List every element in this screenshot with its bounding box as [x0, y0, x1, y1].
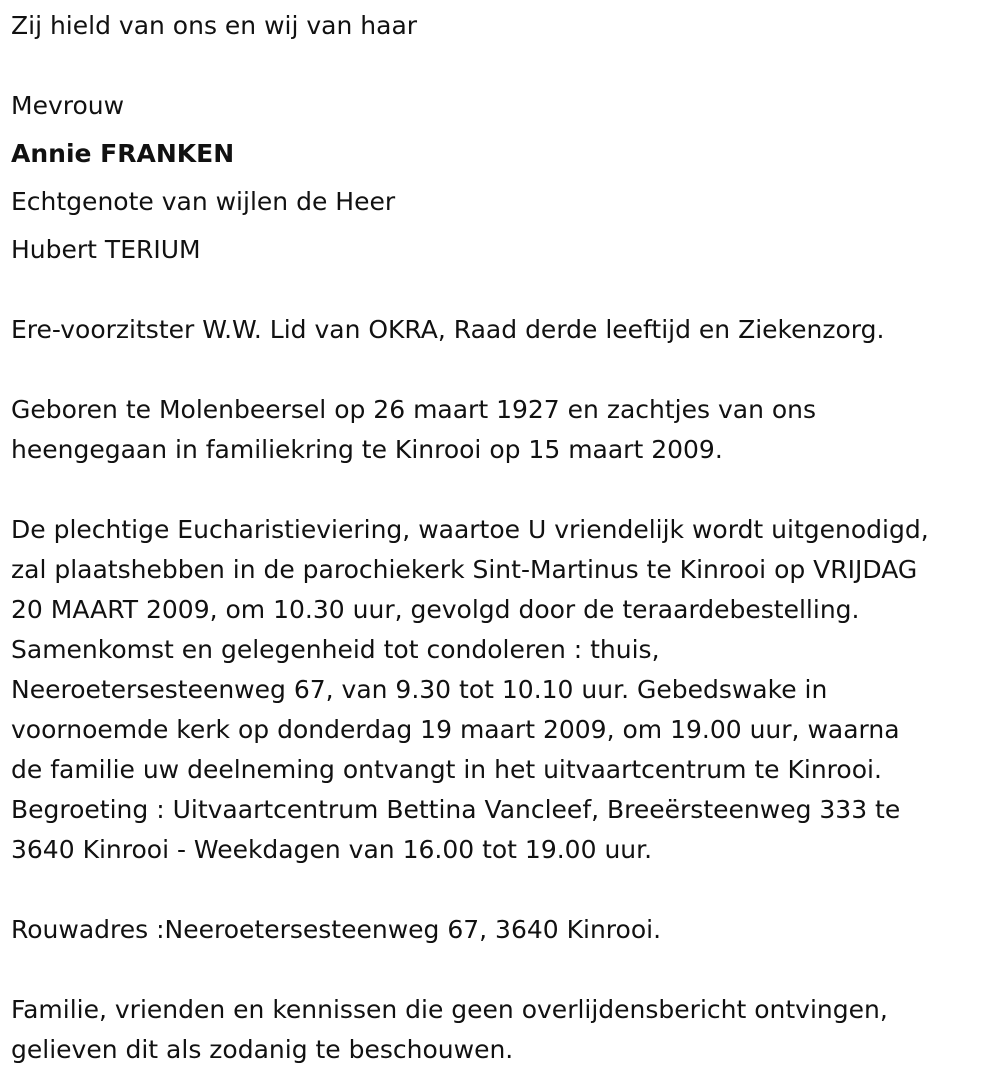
deceased-name: Annie FRANKEN	[11, 139, 235, 168]
spouse-line-2: Hubert TERIUM	[11, 235, 201, 264]
ceremony-line-9: 3640 Kinrooi - Weekdagen van 16.00 tot 19.00 uur.	[11, 835, 653, 864]
ceremony-line-2: zal plaatshebben in de parochiekerk Sint-Martinus te Kinrooi op VRIJDAG	[11, 555, 918, 584]
ceremony-line-7: de familie uw deelneming ontvangt in het uitvaartcentrum te Kinrooi.	[11, 755, 882, 784]
roles-line: Ere-voorzitster W.W. Lid van OKRA, Raad derde leeftijd en Ziekenzorg.	[11, 315, 885, 344]
ceremony-line-6: voornoemde kerk op donderdag 19 maart 2009, om 19.00 uur, waarna	[11, 715, 900, 744]
address-line: Rouwadres :Neeroetersesteenweg 67, 3640 Kinrooi.	[11, 915, 662, 944]
opening-line: Zij hield van ons en wij van haar	[11, 11, 418, 40]
salutation: Mevrouw	[11, 91, 125, 120]
ceremony-line-4: Samenkomst en gelegenheid tot condoleren : thuis,	[11, 635, 660, 664]
spouse-line-1: Echtgenote van wijlen de Heer	[11, 187, 396, 216]
closing-line-2: gelieven dit als zodanig te beschouwen.	[11, 1035, 514, 1064]
ceremony-line-3: 20 MAART 2009, om 10.30 uur, gevolgd door de teraardebestelling.	[11, 595, 860, 624]
ceremony-line-5: Neeroetersesteenweg 67, van 9.30 tot 10.10 uur. Gebedswake in	[11, 675, 828, 704]
ceremony-line-8: Begroeting : Uitvaartcentrum Bettina Vancleef, Breeërsteenweg 333 te	[11, 795, 901, 824]
closing-line-1: Familie, vrienden en kennissen die geen overlijdensbericht ontvingen,	[11, 995, 888, 1024]
birth-death-line-2: heengegaan in familiekring te Kinrooi op 15 maart 2009.	[11, 435, 723, 464]
birth-death-line-1: Geboren te Molenbeersel op 26 maart 1927 en zachtjes van ons	[11, 395, 817, 424]
ceremony-line-1: De plechtige Eucharistieviering, waartoe U vriendelijk wordt uitgenodigd,	[11, 515, 929, 544]
